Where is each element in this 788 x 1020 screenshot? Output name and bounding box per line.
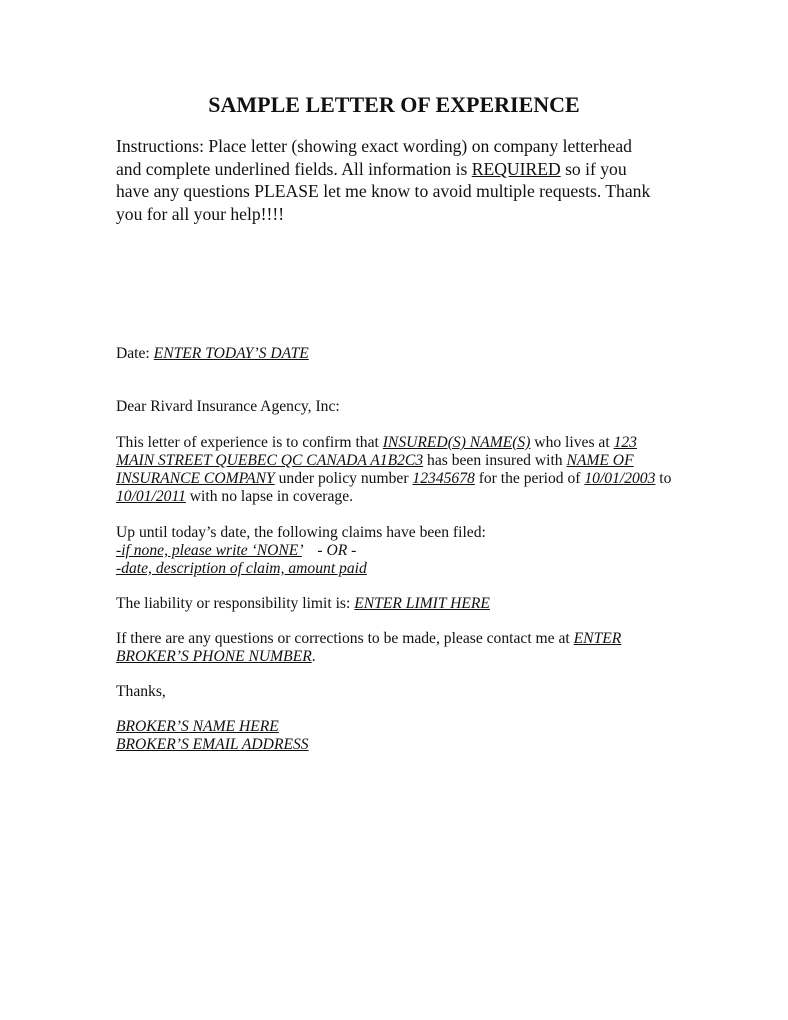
fill-in-field: ENTER [573, 630, 622, 647]
text-line [116, 683, 166, 701]
text-segment: - OR - [301, 542, 357, 559]
fill-in-field: 10/01/2003 [584, 470, 656, 487]
text-line [116, 181, 650, 202]
text-line [116, 204, 284, 225]
fill-in-field: 12345678 [412, 470, 475, 487]
text-line [116, 452, 634, 470]
text-segment: have any questions PLEASE let me know to avoid multiple requests. Thank [116, 181, 651, 201]
text-segment: . [311, 648, 316, 665]
fill-in-field: REQUIRED [471, 159, 561, 179]
text-line [116, 398, 340, 416]
fill-in-field: 123 [613, 434, 637, 451]
fill-in-field: BROKER’S NAME HERE [116, 718, 279, 735]
text-segment: If there are any questions or corrections to be made, please contact me at [116, 630, 574, 647]
text-segment: you for all your help!!!! [116, 204, 285, 224]
fill-in-field: BROKER’S PHONE NUMBER [116, 648, 312, 665]
text-line [116, 630, 621, 648]
fill-in-field: 10/01/2011 [116, 488, 186, 505]
text-line [116, 560, 367, 578]
text-segment: Instructions: Place letter (showing exact wording) on company letterhead [116, 136, 632, 156]
fill-in-field: -if none, please write ‘NONE’ [116, 542, 302, 559]
text-line [116, 345, 309, 363]
fill-in-field: -date, description of claim, amount paid [116, 560, 367, 577]
text-segment: with no lapse in coverage. [185, 488, 354, 505]
text-line [116, 648, 316, 666]
fill-in-field: BROKER’S EMAIL ADDRESS [116, 736, 309, 753]
text-line [116, 159, 627, 180]
text-line [116, 542, 356, 560]
text-line [116, 718, 279, 736]
text-line [116, 488, 353, 506]
text-segment: under policy number [274, 470, 413, 487]
text-segment: Up until today’s date, the following claims have been filed: [116, 524, 486, 541]
text-segment: for the period of [474, 470, 585, 487]
text-segment: so if you [560, 159, 627, 179]
text-segment: has been insured with [423, 452, 567, 469]
text-segment: The liability or responsibility limit is: [116, 595, 355, 612]
text-line [116, 470, 671, 488]
text-line [116, 136, 632, 157]
text-segment: and complete underlined fields. All information is [116, 159, 472, 179]
text-segment: Dear Rivard Insurance Agency, Inc: [116, 398, 340, 415]
text-segment: to [655, 470, 672, 487]
fill-in-field: ENTER TODAY’S DATE [153, 345, 309, 362]
text-line [116, 736, 309, 754]
text-line [116, 524, 486, 542]
fill-in-field: MAIN STREET QUEBEC QC CANADA A1B2C3 [116, 452, 424, 469]
fill-in-field: ENTER LIMIT HERE [354, 595, 490, 612]
text-segment: Thanks, [116, 683, 166, 700]
text-line [116, 434, 637, 452]
document-title: SAMPLE LETTER OF EXPERIENCE [208, 92, 580, 117]
fill-in-field: NAME OF [566, 452, 634, 469]
text-segment: This letter of experience is to confirm that [116, 434, 383, 451]
text-segment: Date: [116, 345, 154, 362]
fill-in-field: INSURANCE COMPANY [116, 470, 275, 487]
text-segment: who lives at [530, 434, 614, 451]
text-line [116, 595, 490, 613]
fill-in-field: INSURED(S) NAME(S) [382, 434, 531, 451]
